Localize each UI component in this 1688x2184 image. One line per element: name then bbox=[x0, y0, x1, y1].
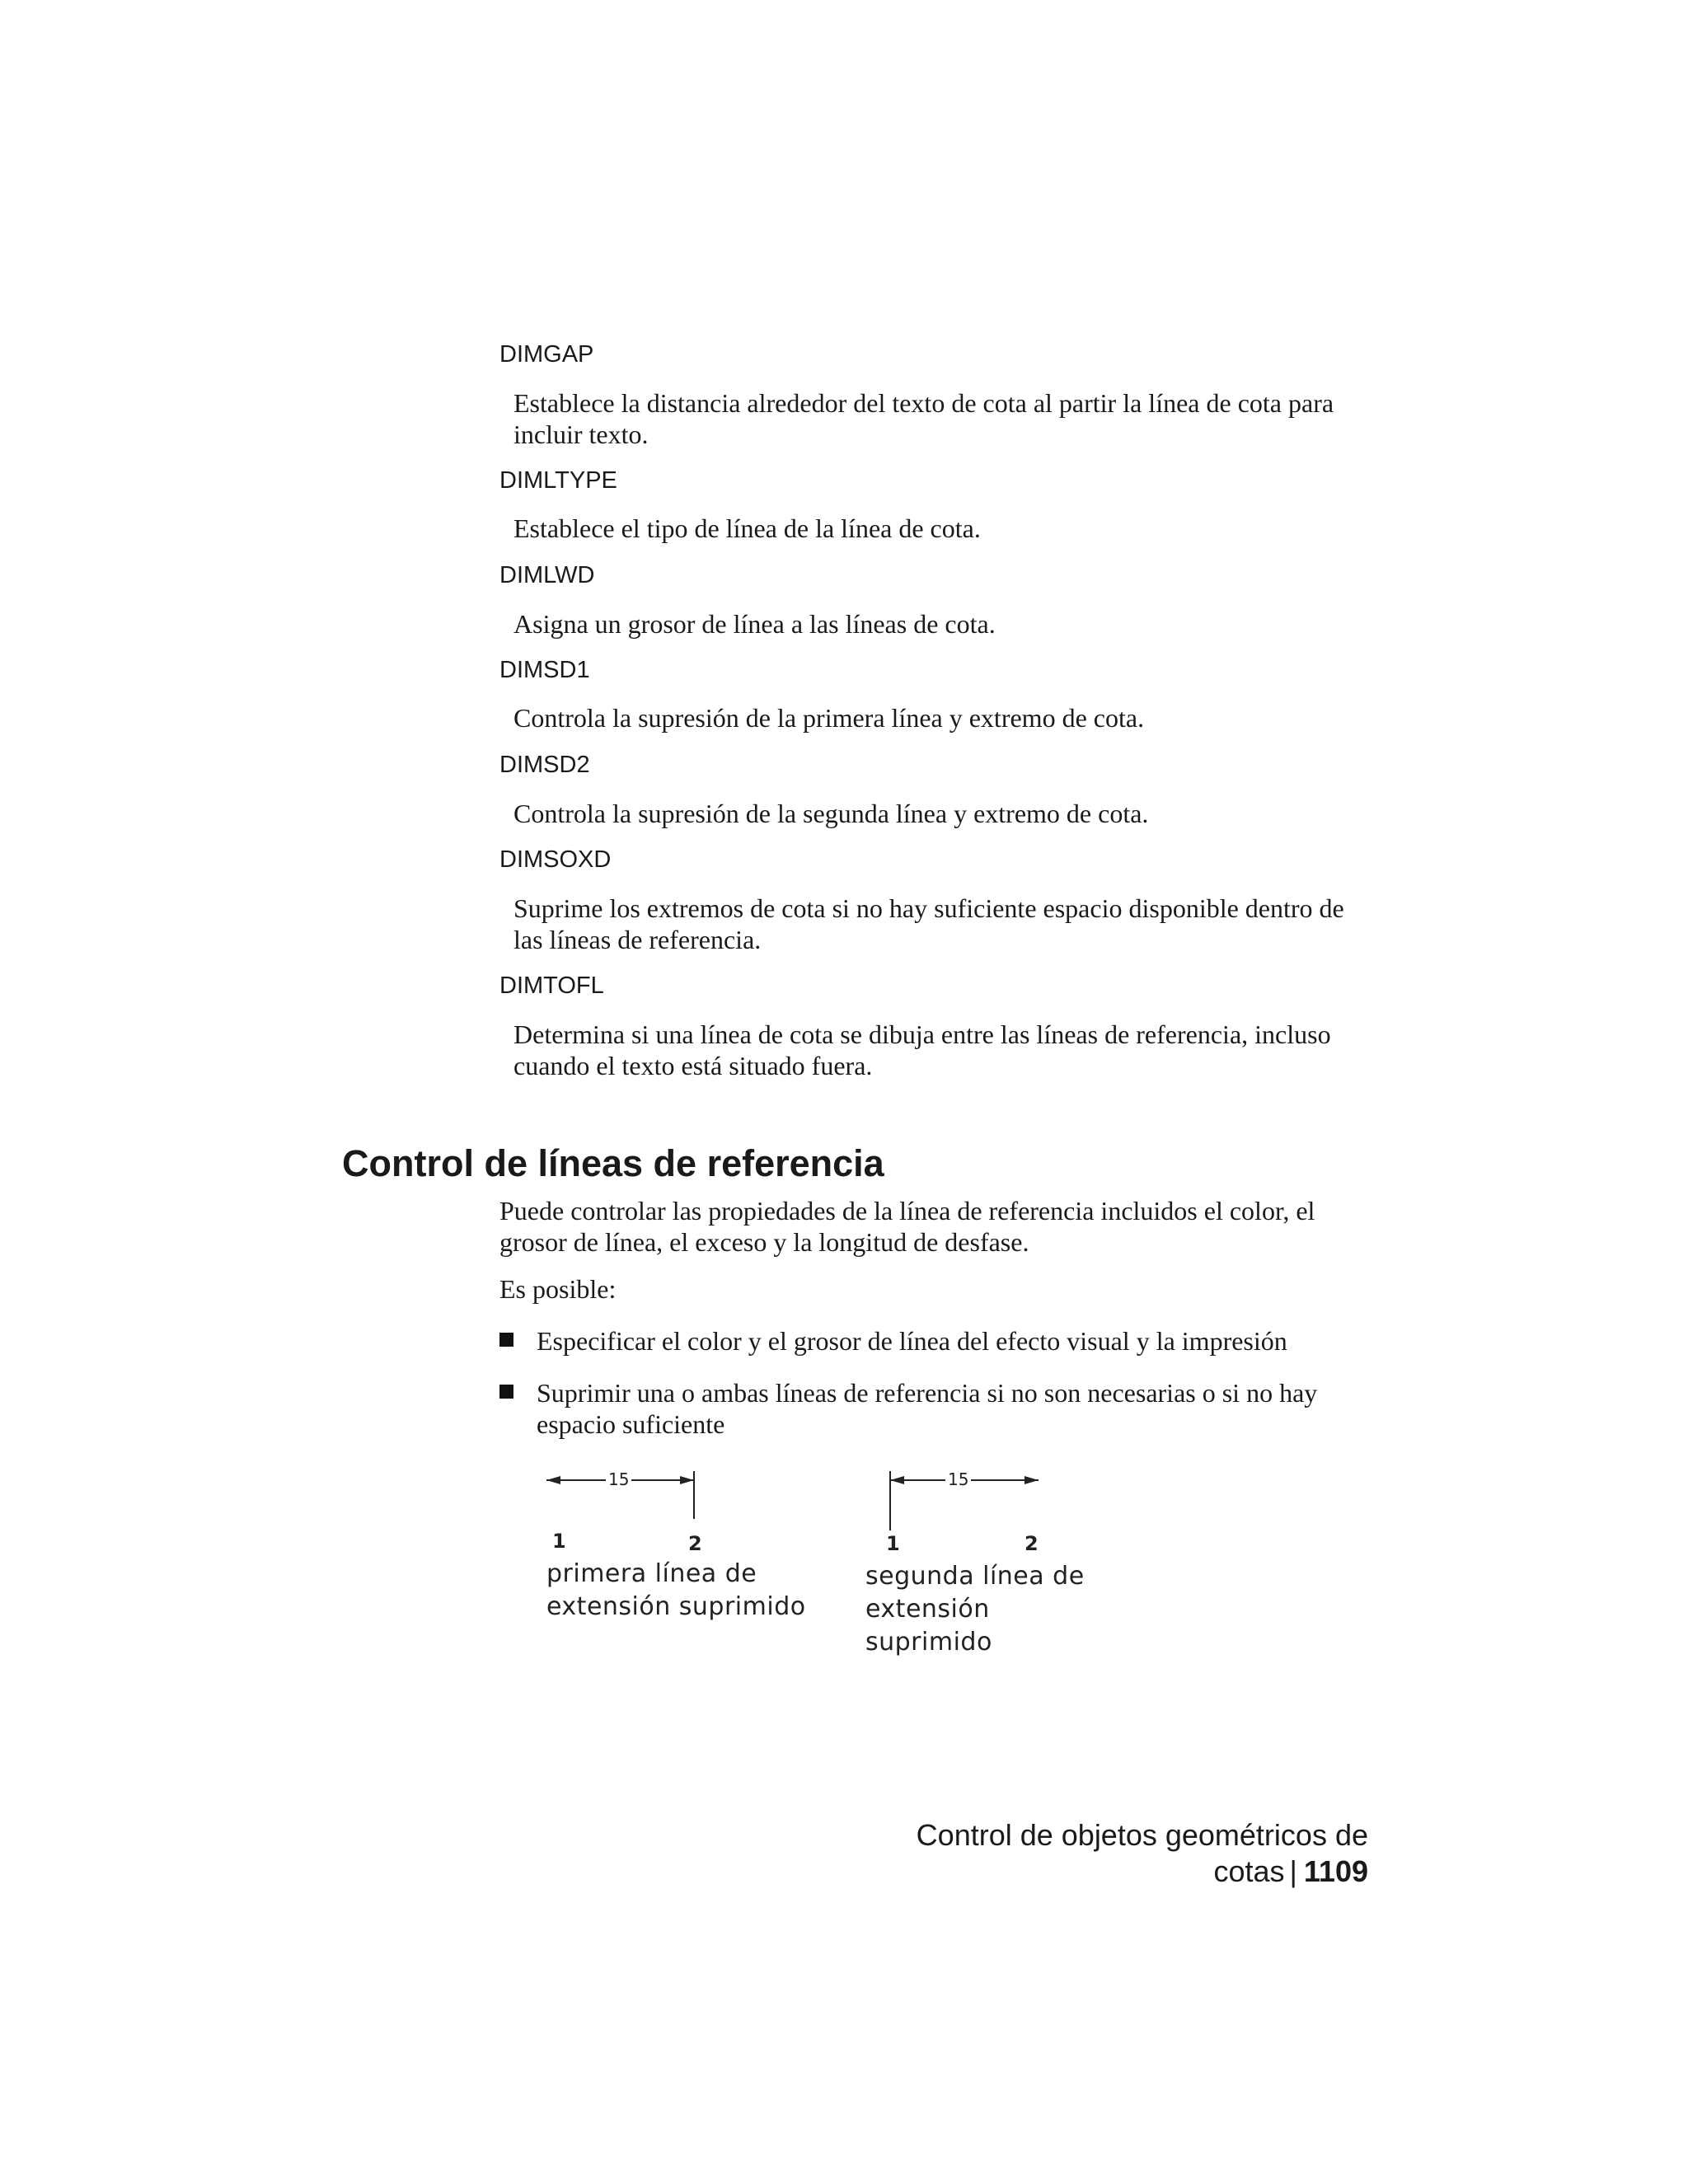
section-lead: Es posible: bbox=[499, 1274, 617, 1304]
description-dimtofl: Determina si una línea de cota se dibuja entre las líneas de referencia, incluso cuando el texto está situado fuera. bbox=[513, 1019, 1331, 1080]
left-caption-line-2: extensión suprimido bbox=[546, 1592, 806, 1621]
description-dimsd2: Controla la supresión de la segunda línea y extremo de cota. bbox=[513, 799, 1149, 828]
left-arrowhead-end bbox=[680, 1476, 694, 1484]
description-dimlwd: Asigna un grosor de línea a las líneas de cota. bbox=[513, 609, 996, 639]
description-dimsd1: Controla la supresión de la primera línea y extremo de cota. bbox=[513, 703, 1145, 733]
term-dimgap: DIMGAP bbox=[499, 341, 594, 368]
left-dimension-value: 15 bbox=[606, 1470, 631, 1488]
bullet-text: Suprimir una o ambas líneas de referencia si no son necesarias o si no hay espacio suficiente bbox=[537, 1378, 1318, 1439]
right-point-2-label: 2 bbox=[1025, 1532, 1039, 1555]
term-dimlwd: DIMLWD bbox=[499, 562, 595, 588]
left-arrowhead-start bbox=[546, 1476, 560, 1484]
page-footer bbox=[791, 1817, 1368, 1890]
right-dimension-value: 15 bbox=[945, 1470, 971, 1488]
description-dimsoxd: Suprime los extremos de cota si no hay suficiente espacio disponible dentro de las líneas de referencia. bbox=[513, 893, 1344, 954]
right-arrowhead-start bbox=[890, 1476, 904, 1484]
section-intro: Puede controlar las propiedades de la línea de referencia incluidos el color, el grosor de línea, el exceso y la longitud de desfase. bbox=[499, 1196, 1315, 1257]
right-point-1-label: 1 bbox=[886, 1532, 900, 1555]
term-dimsd1: DIMSD1 bbox=[499, 657, 590, 683]
square-bullet-icon bbox=[499, 1333, 513, 1347]
description-dimltype: Establece el tipo de línea de la línea de cota. bbox=[513, 513, 981, 543]
footer-chapter-title: Control de objetos geométricos de cotas bbox=[916, 1818, 1368, 1888]
term-dimtofl: DIMTOFL bbox=[499, 972, 604, 999]
left-point-2-label: 2 bbox=[688, 1532, 702, 1555]
left-point-1-label: 1 bbox=[552, 1530, 566, 1553]
dimension-figure bbox=[536, 1463, 1113, 1657]
right-arrowhead-end bbox=[1025, 1476, 1039, 1484]
square-bullet-icon bbox=[499, 1385, 513, 1399]
section-heading: Control de líneas de referencia bbox=[342, 1142, 884, 1184]
right-caption-line-2: extensión suprimido bbox=[865, 1595, 992, 1657]
term-dimltype: DIMLTYPE bbox=[499, 467, 617, 494]
left-caption-line-1: primera línea de bbox=[546, 1559, 757, 1588]
footer-separator: | bbox=[1289, 1854, 1297, 1888]
list-item bbox=[499, 1377, 1381, 1440]
term-dimsd2: DIMSD2 bbox=[499, 752, 590, 778]
list-item bbox=[499, 1325, 1381, 1357]
term-dimsoxd: DIMSOXD bbox=[499, 846, 612, 873]
page-number: 1109 bbox=[1303, 1854, 1368, 1888]
right-caption-line-1: segunda línea de bbox=[865, 1562, 1085, 1591]
description-dimgap: Establece la distancia alrededor del texto de cota al partir la línea de cota para incluir texto. bbox=[513, 388, 1334, 449]
bullet-text: Especificar el color y el grosor de línea del efecto visual y la impresión bbox=[537, 1326, 1287, 1356]
